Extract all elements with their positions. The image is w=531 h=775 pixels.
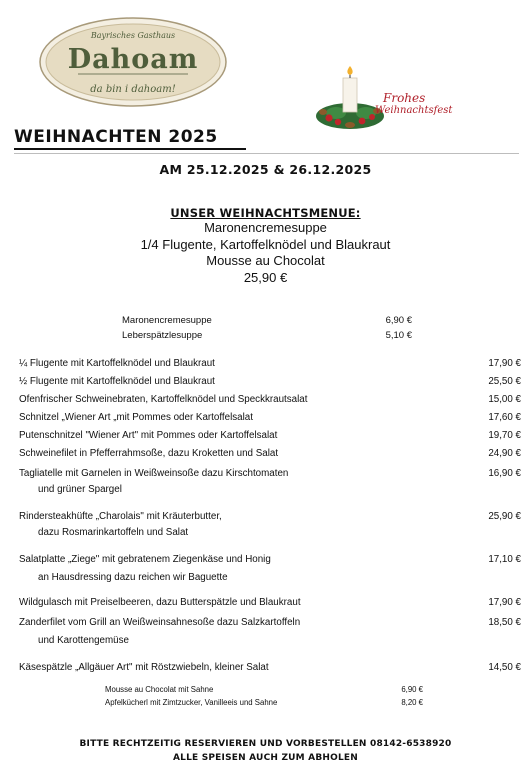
- list-item: [19, 509, 521, 541]
- list-item: [105, 696, 423, 709]
- footer-takeaway: ALLE SPEISEN AUCH ZUM ABHOLEN: [172, 753, 358, 763]
- list-item: [19, 394, 521, 405]
- menu-price: 25,90 €: [243, 269, 288, 285]
- logo-top-text: Bayrisches Gasthaus: [90, 31, 176, 40]
- dish-price: 19,70 €: [488, 430, 521, 441]
- soup-price: 6,90 €: [385, 315, 412, 326]
- dish-price: 17,90 €: [488, 358, 521, 369]
- menu-course: Maronencremesuppe: [204, 220, 327, 235]
- christmas-greeting: [375, 92, 485, 116]
- dish-name: ¼ Flugente mit Kartoffelknödel und Blaukraut: [19, 358, 215, 369]
- list-item: [19, 662, 521, 673]
- list-item: [19, 430, 521, 441]
- menu-course: Mousse au Chocolat: [206, 253, 325, 268]
- title-underline: [14, 148, 246, 150]
- dish-name: Salatplatte „Ziege" mit gebratenem Ziegenkäse und Honig: [19, 554, 271, 565]
- dish-name: Schweinefilet in Pfefferrahmsoße, dazu Kroketten und Salat: [19, 448, 279, 459]
- list-item: [19, 551, 521, 587]
- soup-list: [122, 313, 412, 343]
- logo-slogan: da bin i dahoam!: [90, 84, 176, 95]
- dish-price: 18,50 €: [488, 617, 521, 628]
- dessert-price: 6,90 €: [401, 685, 423, 694]
- greeting-line-2: Weihnachtsfest: [375, 105, 453, 117]
- footer-notice: [0, 737, 531, 765]
- dish-name-continued: an Hausdressing dazu reichen wir Baguette: [38, 572, 228, 583]
- dish-name: Putenschnitzel "Wiener Art" mit Pommes oder Kartoffelsalat: [19, 430, 278, 441]
- soup-name: Maronencremesuppe: [122, 315, 212, 326]
- dish-name: Käsespätzle „Allgäuer Art" mit Röstzwiebeln, kleiner Salat: [19, 662, 269, 673]
- dish-price: 14,50 €: [488, 662, 521, 673]
- list-item: [19, 466, 521, 498]
- list-item: [105, 683, 423, 696]
- soup-price: 5,10 €: [385, 330, 412, 341]
- dish-price: 16,90 €: [488, 468, 521, 479]
- dish-name: Zanderfilet vom Grill an Weißweinsahnesoße dazu Salzkartoffeln: [19, 617, 301, 628]
- restaurant-logo: [38, 16, 228, 108]
- list-item: [122, 328, 412, 343]
- dish-price: 25,50 €: [488, 376, 521, 387]
- dish-price: 24,90 €: [488, 448, 521, 459]
- dish-price: 17,60 €: [488, 412, 521, 423]
- main-dish-list: [19, 358, 521, 673]
- menu-course: 1/4 Flugente, Kartoffelknödel und Blaukraut: [140, 236, 391, 252]
- list-item: [19, 376, 521, 387]
- page-title: WEIHNACHTEN 2025: [14, 127, 218, 147]
- dish-price: 17,90 €: [488, 597, 521, 608]
- dessert-name: Apfelkücherl mit Zimtzucker, Vanilleeis und Sahne: [105, 698, 278, 707]
- title-divider: [14, 153, 519, 154]
- dish-price: 15,00 €: [488, 394, 521, 405]
- menu-heading: UNSER WEIHNACHTSMENUE:: [170, 206, 361, 220]
- dish-name: Tagliatelle mit Garnelen in Weißweinsoße dazu Kirschtomaten: [19, 468, 289, 479]
- dish-price: 17,10 €: [488, 554, 521, 565]
- dish-name: Wildgulasch mit Preiselbeeren, dazu Butterspätzle und Blaukraut: [19, 597, 301, 608]
- footer-reservation: BITTE RECHTZEITIG RESERVIEREN UND VORBESTELLEN 08142-6538920: [79, 739, 452, 749]
- list-item: [19, 412, 521, 423]
- list-item: [19, 614, 521, 650]
- soup-name: Leberspätzlesuppe: [122, 330, 203, 341]
- dish-name-continued: und Karottengemüse: [38, 635, 129, 646]
- dish-name: ½ Flugente mit Kartoffelknödel und Blaukraut: [19, 376, 215, 387]
- list-item: [19, 597, 521, 608]
- dish-name: Rindersteakhüfte „Charolais" mit Kräuterbutter,: [19, 511, 222, 522]
- event-dates: AM 25.12.2025 & 26.12.2025: [159, 162, 372, 177]
- dish-name: Ofenfrischer Schweinebraten, Kartoffelknödel und Speckkrautsalat: [19, 394, 308, 405]
- greeting-line-1: Frohes: [383, 91, 426, 105]
- dessert-list: [105, 683, 423, 709]
- list-item: [19, 358, 521, 369]
- logo-name: Dahoam: [67, 44, 199, 75]
- dish-price: 25,90 €: [488, 511, 521, 522]
- dish-name-continued: und grüner Spargel: [38, 484, 122, 495]
- dish-name: Schnitzel „Wiener Art „mit Pommes oder Kartoffelsalat: [19, 412, 253, 423]
- list-item: [122, 313, 412, 328]
- dessert-name: Mousse au Chocolat mit Sahne: [105, 685, 214, 694]
- christmas-set-menu: [0, 206, 531, 286]
- dessert-price: 8,20 €: [401, 698, 423, 707]
- list-item: [19, 448, 521, 459]
- dish-name-continued: dazu Rosmarinkartoffeln und Salat: [38, 527, 189, 538]
